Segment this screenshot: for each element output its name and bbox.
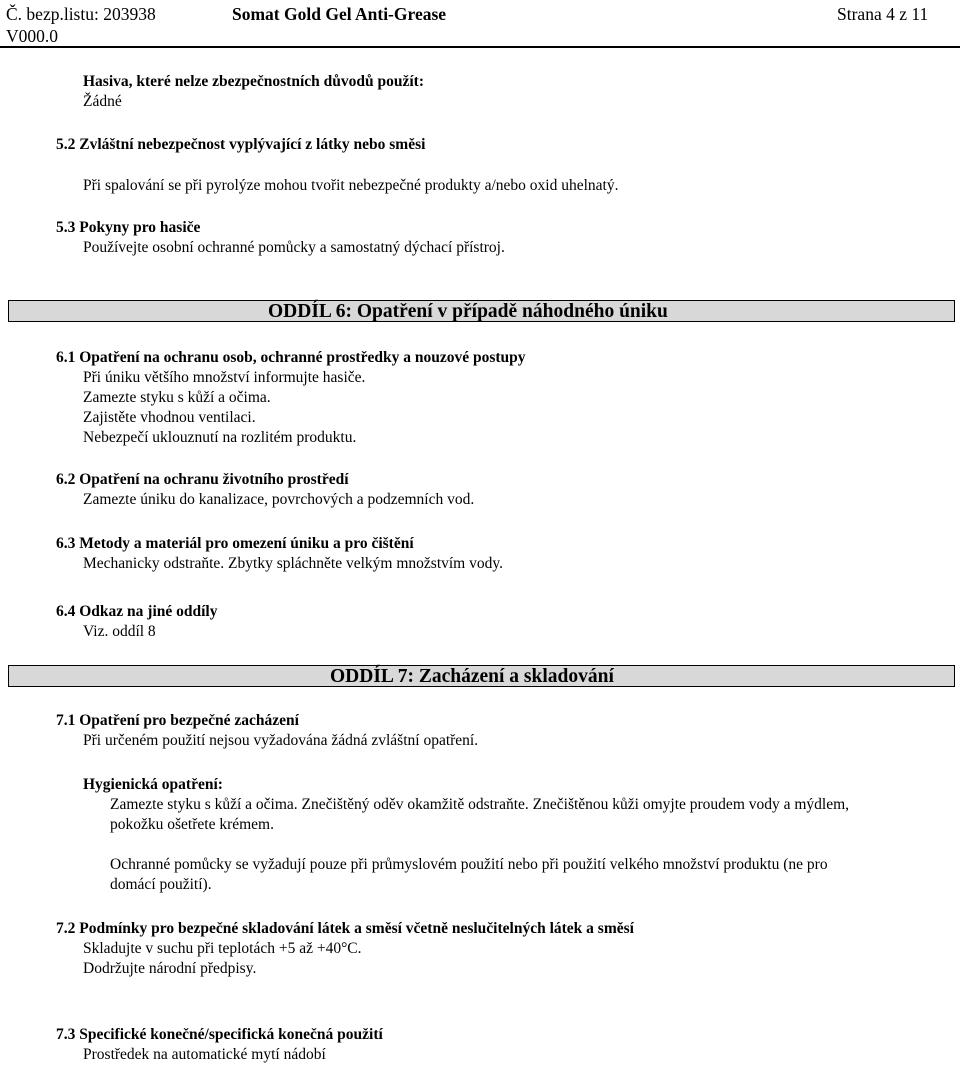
text-6-1-line2: Zamezte styku s kůží a očima. <box>83 389 271 406</box>
heading-6-2: 6.2 Opatření na ochranu životního prostředí <box>56 471 349 488</box>
protective-text-line1: Ochranné pomůcky se vyžadují pouze při průmyslovém použití nebo při použití velkého množství produktu (ne pro <box>110 856 828 873</box>
hygiene-heading: Hygienická opatření: <box>83 776 223 793</box>
heading-6-4: 6.4 Odkaz na jiné oddíly <box>56 603 218 620</box>
page-number: Strana 4 z 11 <box>837 4 929 24</box>
text-7-2-line2: Dodržujte národní předpisy. <box>83 960 257 977</box>
text-6-3: Mechanicky odstraňte. Zbytky spláchněte velkým množstvím vody. <box>83 555 503 572</box>
text-5-3: Používejte osobní ochranné pomůcky a samostatný dýchací přístroj. <box>83 239 505 256</box>
protective-text-line2: domácí použití). <box>110 876 212 893</box>
text-6-2: Zamezte úniku do kanalizace, povrchových a podzemních vod. <box>83 491 475 508</box>
header-rule <box>0 46 960 48</box>
heading-7-2: 7.2 Podmínky pro bezpečné skladování látek a směsí včetně neslučitelných látek a směsí <box>56 920 634 937</box>
text-7-3: Prostředek na automatické mytí nádobí <box>83 1046 326 1063</box>
text-6-1-line1: Při úniku většího množství informujte hasiče. <box>83 369 366 386</box>
section-6-title: ODDÍL 6: Opatření v případě náhodného úniku <box>268 301 668 322</box>
text-5-2: Při spalování se při pyrolýze mohou tvořit nebezpečné produkty a/nebo oxid uhelnatý. <box>83 177 619 194</box>
text-7-1: Při určeném použití nejsou vyžadována žádná zvláštní opatření. <box>83 732 479 749</box>
heading-6-1: 6.1 Opatření na ochranu osob, ochranné prostředky a nouzové postupy <box>56 349 526 366</box>
text-6-1-line3: Zajistěte vhodnou ventilaci. <box>83 409 256 426</box>
heading-5-2: 5.2 Zvláštní nebezpečnost vyplývající z látky nebo směsi <box>56 136 426 153</box>
sheet-number: Č. bezp.listu: 203938 <box>6 4 156 24</box>
text-6-1-line4: Nebezpečí uklouznutí na rozlitém produktu. <box>83 429 357 446</box>
heading-7-3: 7.3 Specifické konečné/specifická konečná použití <box>56 1026 383 1043</box>
heading-7-1: 7.1 Opatření pro bezpečné zacházení <box>56 712 299 729</box>
hygiene-text-line1: Zamezte styku s kůží a očima. Znečištěný oděv okamžitě odstraňte. Znečištěnou kůži omyjte proudem vody a mýdlem, <box>110 796 850 813</box>
heading-6-3: 6.3 Metody a materiál pro omezení úniku a pro čištění <box>56 535 414 552</box>
text-6-4: Viz. oddíl 8 <box>83 623 156 640</box>
heading-5-3: 5.3 Pokyny pro hasiče <box>56 219 201 236</box>
section-7-title: ODDÍL 7: Zacházení a skladování <box>330 666 614 687</box>
text-7-2-line1: Skladujte v suchu při teplotách +5 až +40°C. <box>83 940 362 957</box>
unsuitable-extinguishers-heading: Hasiva, které nelze zbezpečnostních důvodů použít: <box>83 73 424 90</box>
unsuitable-extinguishers-text: Žádné <box>83 93 122 110</box>
product-name: Somat Gold Gel Anti-Grease <box>232 4 447 24</box>
version: V000.0 <box>6 26 59 46</box>
hygiene-text-line2: pokožku ošetřete krémem. <box>110 816 274 833</box>
